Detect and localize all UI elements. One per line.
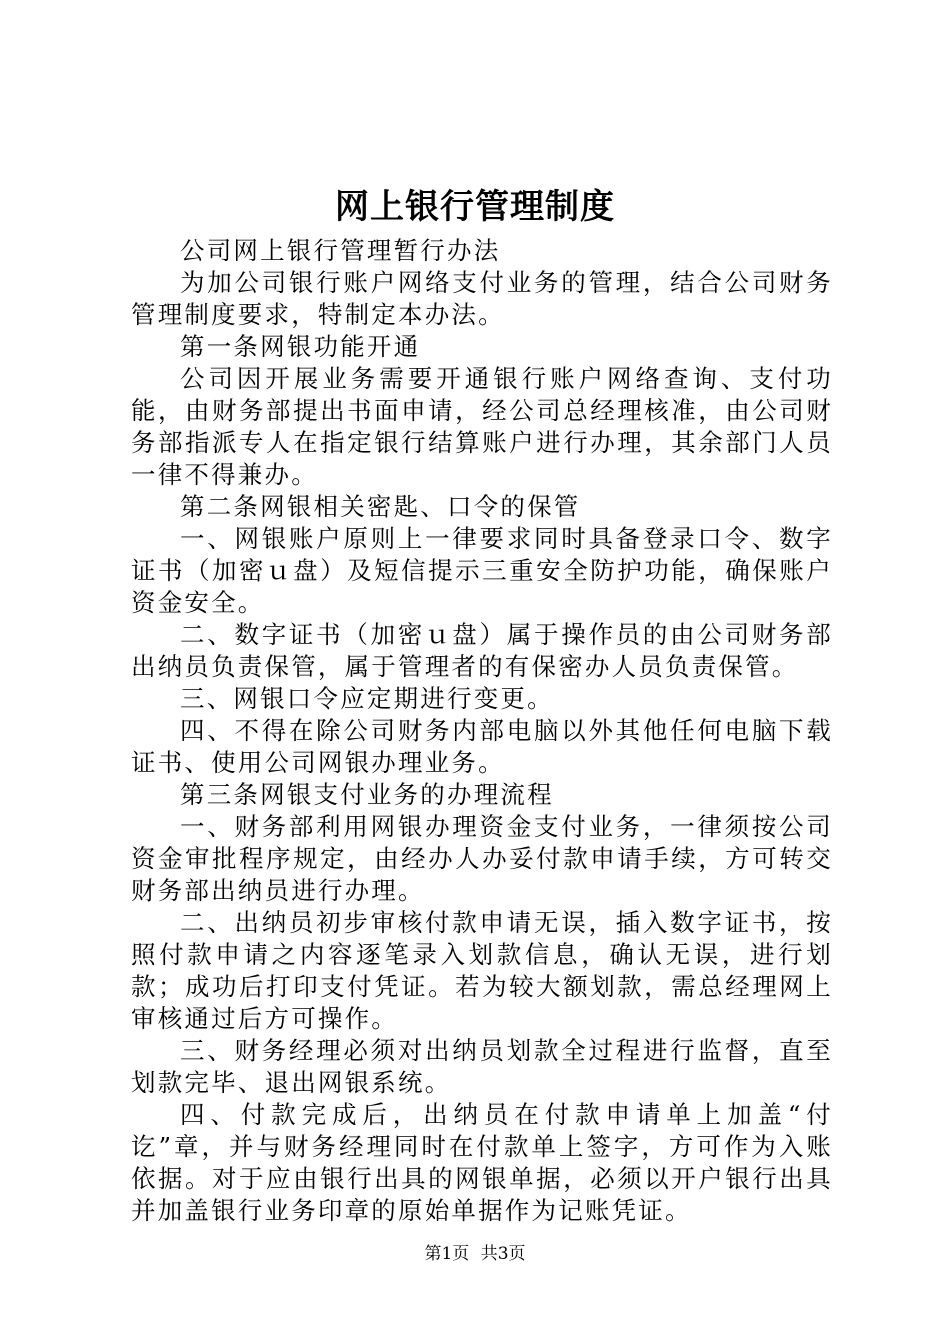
body-paragraph: 公司因开展业务需要开通银行账户网络查询、支付功能，由财务部提出书面申请，经公司总经理核准，由公司财务部指派专人在指定银行结算账户进行办理，其余部门人员一律不得兼办。 <box>131 364 833 489</box>
document-body <box>131 235 833 1227</box>
body-paragraph: 四、付款完成后，出纳员在付款申请单上加盖“付讫”章，并与财务经理同时在付款单上签字，方可作为入账依据。对于应由银行出具的网银单据，必须以开户银行出具并加盖银行业务印章的原始单据作为记账凭证。 <box>131 1100 833 1225</box>
body-paragraph: 三、财务经理必须对出纳员划款全过程进行监督，直至划款完毕、退出网银系统。 <box>131 1036 833 1097</box>
page-total: 共3页 <box>480 1244 526 1264</box>
page-number: 第1页 <box>424 1244 470 1264</box>
section-heading: 第一条网银功能开通 <box>180 332 421 361</box>
body-paragraph: 一、财务部利用网银办理资金支付业务，一律须按公司资金审批程序规定，由经办人办妥付款申请手续，方可转交财务部出纳员进行办理。 <box>131 812 833 905</box>
body-paragraph: 二、出纳员初步审核付款申请无误，插入数字证书，按照付款申请之内容逐笔录入划款信息，确认无误，进行划款；成功后打印支付凭证。若为较大额划款，需总经理网上审核通过后方可操作。 <box>131 908 833 1033</box>
section-heading: 第二条网银相关密匙、口令的保管 <box>180 492 581 521</box>
subtitle-paragraph: 公司网上银行管理暂行办法 <box>180 236 501 265</box>
body-paragraph: 为加公司银行账户网络支付业务的管理，结合公司财务管理制度要求，特制定本办法。 <box>131 268 833 329</box>
body-paragraph: 三、网银口令应定期进行变更。 <box>180 684 554 713</box>
body-paragraph: 一、网银账户原则上一律要求同时具备登录口令、数字证书（加密ｕ盘）及短信提示三重安全防护功能，确保账户资金安全。 <box>131 524 833 617</box>
body-paragraph: 四、不得在除公司财务内部电脑以外其他任何电脑下载证书、使用公司网银办理业务。 <box>131 716 833 777</box>
document-title: 网上银行管理制度 <box>335 187 615 227</box>
page-footer <box>0 1242 950 1266</box>
body-paragraph: 二、数字证书（加密ｕ盘）属于操作员的由公司财务部出纳员负责保管，属于管理者的有保密办人员负责保管。 <box>131 620 833 681</box>
section-heading: 第三条网银支付业务的办理流程 <box>180 780 554 809</box>
